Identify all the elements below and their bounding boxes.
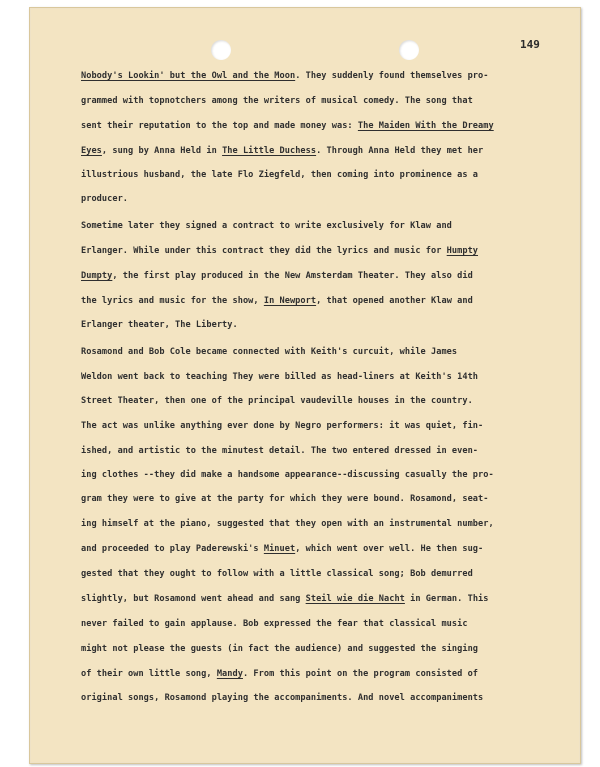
underlined-title: Steil wie die Nacht	[305, 594, 405, 604]
underlined-title: The Maiden With the Dreamy	[357, 121, 494, 131]
text-line	[81, 593, 489, 605]
text-line	[81, 95, 473, 107]
punch-hole-left	[211, 40, 231, 60]
text-line	[81, 346, 457, 358]
text-segment: Erlanger. While under this contract they did the lyrics and music for	[81, 246, 447, 256]
punch-hole-right	[399, 40, 419, 60]
underlined-title: Nobody's Lookin' but the Owl and the Moon	[81, 71, 296, 81]
text-segment: Sometime later they signed a contract to write exclusively for Klaw and	[81, 221, 452, 231]
underlined-title: Humpty	[446, 246, 479, 256]
text-segment: . Through Anna Held they met her	[316, 146, 484, 156]
text-segment: Street Theater, then one of the principal vaudeville houses in the country.	[81, 396, 473, 406]
text-segment: , the first play produced in the New Amsterdam Theater. They also did	[112, 271, 473, 281]
text-line	[81, 270, 473, 282]
text-line	[81, 193, 128, 205]
text-line	[81, 469, 494, 481]
text-segment: , which went over well. He then sug-	[295, 544, 484, 554]
text-segment: ing himself at the piano, suggested that they open with an instrumental number,	[81, 519, 494, 529]
text-segment: grammed with topnotchers among the writers of musical comedy. The song that	[81, 96, 473, 106]
text-line	[81, 420, 483, 432]
text-line	[81, 568, 473, 580]
underlined-title: The Little Duchess	[222, 146, 317, 156]
text-line	[81, 692, 483, 704]
underlined-title: Minuet	[263, 544, 296, 554]
text-segment: , sung by Anna Held in	[101, 146, 223, 156]
text-line	[81, 245, 478, 257]
text-segment: . They suddenly found themselves pro-	[295, 71, 489, 81]
text-segment: the lyrics and music for the show,	[81, 296, 264, 306]
text-line	[81, 543, 483, 555]
text-line	[81, 295, 473, 307]
text-line	[81, 618, 468, 630]
text-line	[81, 169, 478, 181]
text-segment: illustrious husband, the late Flo Ziegfeld, then coming into prominence as a	[81, 170, 479, 180]
text-line	[81, 493, 488, 505]
text-segment: sent their reputation to the top and made money was:	[81, 121, 358, 131]
text-segment: Erlanger theater, The Liberty.	[81, 320, 238, 330]
text-line	[81, 319, 238, 331]
text-segment: , that opened another Klaw and	[316, 296, 473, 306]
text-segment: never failed to gain applause. Bob expressed the fear that classical music	[81, 619, 468, 629]
text-segment: ished, and artistic to the minutest detail. The two entered dressed in even-	[81, 446, 479, 456]
text-segment: in German. This	[404, 594, 489, 604]
text-segment: Rosamond and Bob Cole became connected with Keith's curcuit, while James	[81, 347, 458, 357]
text-segment: The act was unlike anything ever done by Negro performers: it was quiet, fin-	[81, 421, 484, 431]
text-segment: gram they were to give at the party for which they were bound. Rosamond, seat-	[81, 494, 489, 504]
underlined-title: Dumpty	[81, 271, 113, 281]
text-line	[81, 643, 478, 655]
text-segment: slightly, but Rosamond went ahead and sang	[81, 594, 306, 604]
underlined-title: Mandy	[216, 669, 243, 679]
text-line	[81, 145, 483, 157]
text-segment: ing clothes --they did make a handsome appearance--discussing casually the pro-	[81, 470, 494, 480]
text-segment: . From this point on the program consisted of	[242, 669, 479, 679]
text-segment: original songs, Rosamond playing the accompaniments. And novel accompaniments	[81, 693, 484, 703]
text-line	[81, 220, 452, 232]
text-segment: Weldon went back to teaching They were billed as head-liners at Keith's 14th	[81, 372, 479, 382]
text-line	[81, 445, 478, 457]
underlined-title: Eyes	[81, 146, 102, 156]
text-segment: producer.	[81, 194, 129, 204]
text-line	[81, 70, 488, 82]
text-segment: might not please the guests (in fact the audience) and suggested the singing	[81, 644, 479, 654]
text-segment: gested that they ought to follow with a little classical song; Bob demurred	[81, 569, 473, 579]
text-line	[81, 371, 478, 383]
text-segment: of their own little song,	[81, 669, 217, 679]
typewritten-page	[29, 7, 581, 764]
text-line	[81, 395, 473, 407]
underlined-title: In Newport	[263, 296, 317, 306]
text-segment: and proceeded to play Paderewski's	[81, 544, 264, 554]
text-line	[81, 120, 494, 132]
page-number: 149	[520, 38, 540, 51]
text-line	[81, 668, 478, 680]
text-line	[81, 518, 494, 530]
